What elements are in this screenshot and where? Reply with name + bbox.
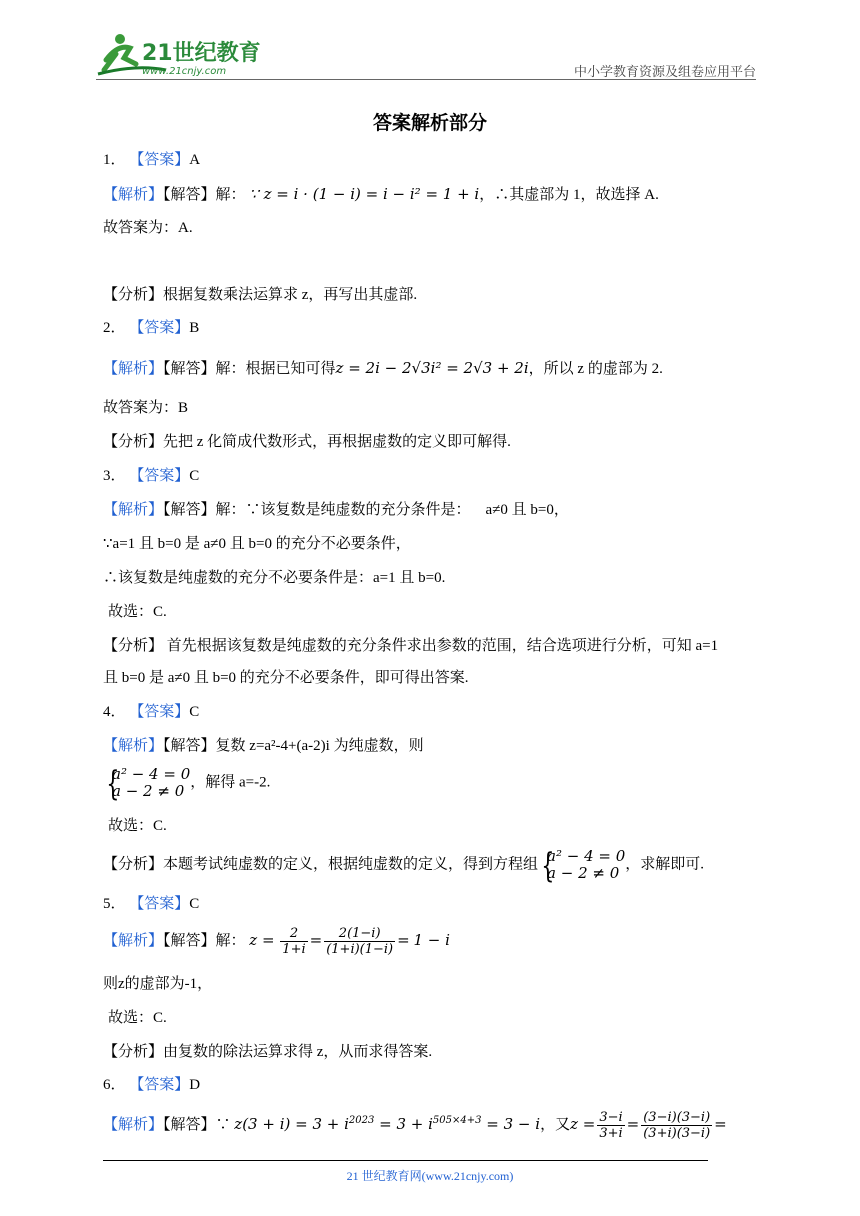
q6-answer-line: 6． 【答案】D [103,1077,201,1093]
q1-explain-line: 【分析】根据复数乘法运算求 z，再写出其虚部. [103,287,418,303]
equation-system: { a² − 4 = 0 a − 2 ≠ 0 [106,764,191,804]
fraction: $\frac{2(1-i)}{(1+i)(1-i)}$ [326,926,394,957]
q3-solution-line3: ∴该复数是纯虚数的充分不必要条件是：a=1 且 b=0. [103,570,446,586]
q2-conclusion: 故答案为：B [103,400,189,416]
fraction: $\frac{(3-i)(3-i)}{(3+i)(3-i)}$ [643,1110,711,1141]
fraction: $\frac{2}{1+i}$ [282,926,306,957]
header-divider [96,79,756,80]
svg-text:www.21cnjy.com: www.21cnjy.com [142,66,227,77]
q5-line2: 则z的虚部为-1， [103,976,213,992]
q2-answer-line: 2． 【答案】B [103,320,200,336]
q2-solution-line: 【解析】【解答】解：根据已知可得z = 2i − 2√3i² = 2√3 + 2i，所以 z 的虚部为 2. [103,359,663,377]
page-title: 答案解析部分 [372,112,487,134]
q2-explain-line: 【分析】先把 z 化简成代数形式，再根据虚数的定义即可解得. [103,434,511,450]
q3-explain-line: 【分析】 首先根据该复数是纯虚数的充分条件求出参数的范围，结合选项进行分析，可知 a=1 [103,638,719,654]
q3-solution-line2: ∵a=1 且 b=0 是 a≠0 且 b=0 的充分不必要条件， [103,536,411,552]
q4-conclusion: 故选：C. [108,818,167,834]
q5-answer-line: 5． 【答案】C [103,896,200,912]
page-footer: 21 世纪教育网(www.21cnjy.com) [346,1169,514,1183]
q4-explain-line: 【分析】本题考试纯虚数的定义，根据纯虚数的定义，得到方程组 { a² − 4 = 0 a − 2 ≠ 0 ，求解即可. [103,846,705,886]
q6-solution-line: 【解析】【解答】∵ $z(3 + i) = 3 + i^{2023} = 3 + i^{505\times 4+3} = 3 - i$，又z = $\frac{3-i}{3+i}$ = $\frac{(3-i)(3-i)}{(3+i)(3-i)}$ = [103,1110,727,1141]
footer-divider [103,1160,708,1161]
equation-system: { a² − 4 = 0 a − 2 ≠ 0 [541,846,626,886]
fraction: $\frac{3-i}{3+i}$ [599,1110,623,1141]
svg-text:21世纪教育: 21世纪教育 [142,41,261,66]
q3-explain-line2: 且 b=0 是 a≠0 且 b=0 的充分不必要条件，即可得出答案. [103,670,469,686]
q3-solution-line: 【解析】【解答】解：∵该复数是纯虚数的充分条件是： a≠0 且 b=0， [103,502,569,518]
q4-solution-line: 【解析】【解答】复数 z=a²-4+(a-2)i 为纯虚数，则 [103,738,424,754]
q3-answer-line: 3． 【答案】C [103,468,200,484]
logo [96,30,266,82]
q1-answer-line: 1． 【答案】A [103,152,201,168]
platform-name: 中小学教育资源及组卷应用平台 [573,65,756,80]
page-header [0,0,860,80]
q4-equation-system: { a² − 4 = 0 a − 2 ≠ 0 ，解得 a=-2. [103,766,270,800]
q1-conclusion: 故答案为：A. [103,220,193,236]
q1-solution-line: 【解析】【解答】解： ∵ z = i · (1 − i) = i − i² = 1 + i，∴其虚部为 1，故选择 A. [103,185,659,203]
q5-solution-line: 【解析】【解答】解： z = $\frac{2}{1+i}$ = $\frac{2(1-i)}{(1+i)(1-i)}$ = 1 − i [103,926,450,957]
q4-answer-line: 4． 【答案】C [103,704,200,720]
q5-conclusion: 故选：C. [108,1010,167,1026]
q5-explain-line: 【分析】由复数的除法运算求得 z，从而求得答案. [103,1044,433,1060]
q3-conclusion: 故选：C. [108,604,167,620]
runner-logo-icon [96,30,266,82]
